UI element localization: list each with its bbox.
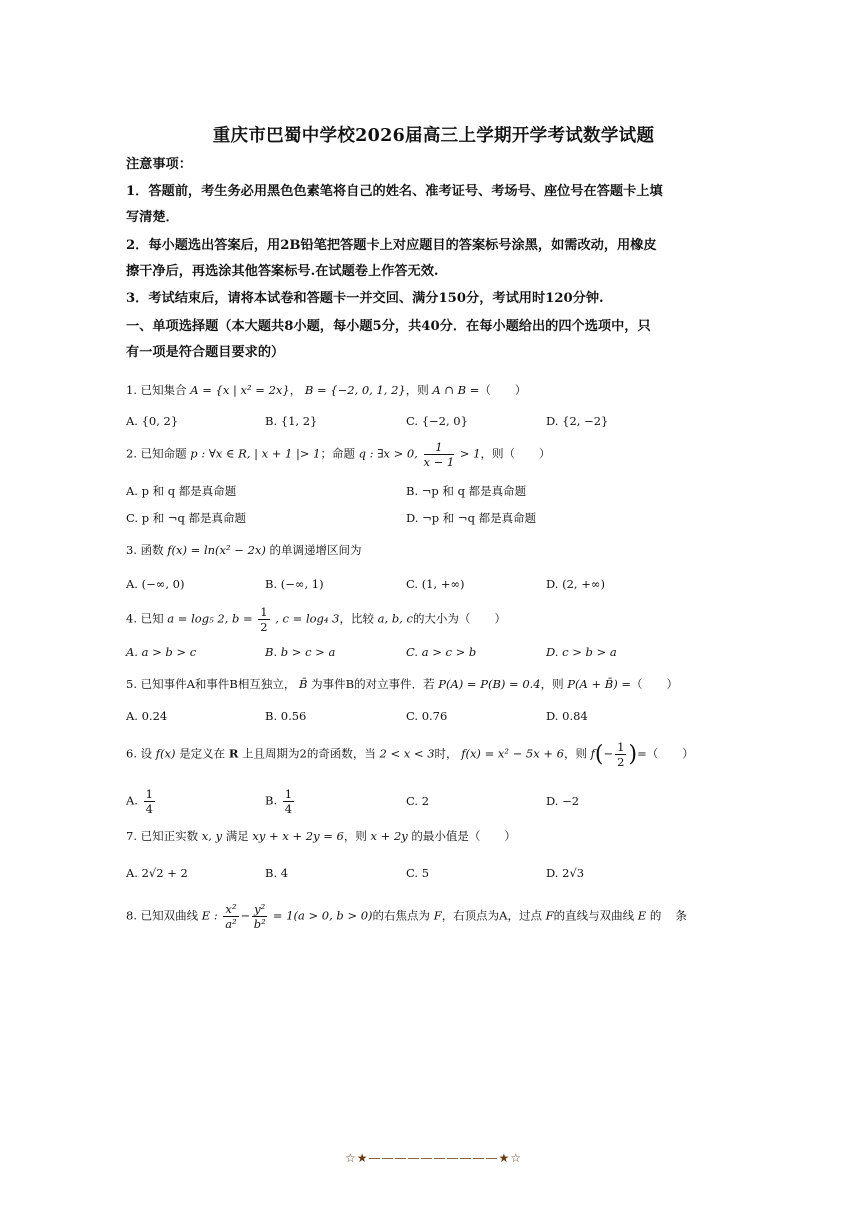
notice-item: 2．每小题选出答案后，用2B铅笔把答题卡上对应题目的答案标号涂黑，如需改动，用橡皮 [126, 238, 657, 253]
notice-item: 写清楚． [126, 210, 179, 225]
question-4: 4. 已知 a = log₅ 2, b = $\frac{1}{2}$ , c = log₄ 3，比较 a, b, c的大小为（ ） [126, 605, 506, 634]
option-a[interactable]: A. $\frac{1}{4}$ [126, 787, 153, 816]
question-1: 1. 已知集合 A = {x | x² = 2x}， B = {−2, 0, 1, 2}，则 A ∩ B =（ ） [126, 383, 527, 397]
question-6: 6. 设 f(x) 是定义在 R 上且周期为2的奇函数，当 2 < x < 3时， f(x) = x² − 5x + 6，则 f(− $\frac{1}{2}$ )=（ ） [126, 740, 694, 769]
section-heading-cont: 有一项是符合题目要求的） [126, 345, 285, 360]
option-d[interactable]: D. (2, +∞) [546, 577, 605, 591]
option-d[interactable]: D. −2 [546, 794, 580, 808]
question-2: 2. 已知命题 p : ∀x ∈ R, | x + 1 |> 1；命题 q : ∃x > 0, $\frac{1}{x - 1}$ > 1，则（ ） [126, 440, 551, 469]
option-a[interactable]: A. {0, 2} [126, 414, 179, 428]
option-a[interactable]: A. (−∞, 0) [126, 577, 185, 591]
option-a[interactable]: A. a > b > c [126, 645, 197, 659]
option-d[interactable]: D. 2√3 [546, 866, 585, 880]
option-d[interactable]: D. 0.84 [546, 709, 588, 723]
page-footer-ornament: ☆★——————————★☆ [344, 1151, 523, 1165]
option-b[interactable]: B. (−∞, 1) [265, 577, 324, 591]
option-c[interactable]: C. a > c > b [406, 645, 477, 659]
option-b[interactable]: B. ¬p 和 q 都是真命题 [406, 484, 527, 498]
option-b[interactable]: B. b > c > a [265, 645, 336, 659]
option-a[interactable]: A. 2√2 + 2 [126, 866, 188, 880]
option-d[interactable]: D. {2, −2} [546, 414, 609, 428]
page-title: 重庆市巴蜀中学校2026届高三上学期开学考试数学试题 [212, 126, 655, 146]
option-b[interactable]: B. 0.56 [265, 709, 307, 723]
notice-item: 3．考试结束后，请将本试卷和答题卡一并交回、满分150分，考试用时120分钟. [126, 291, 604, 306]
notice-heading: 注意事项： [126, 157, 192, 172]
option-a[interactable]: A. p 和 q 都是真命题 [126, 484, 237, 498]
notice-item: 擦干净后，再选涂其他答案标号.在试题卷上作答无效. [126, 264, 439, 279]
section-heading: 一、单项选择题（本大题共8小题，每小题5分，共40分．在每小题给出的四个选项中，只 [126, 319, 651, 334]
option-b[interactable]: B. $\frac{1}{4}$ [265, 787, 293, 816]
option-d[interactable]: D. ¬p 和 ¬q 都是真命题 [406, 511, 537, 525]
option-c[interactable]: C. p 和 ¬q 都是真命题 [126, 511, 247, 525]
notice-item: 1．答题前，考生务必用黑色色素笔将自己的姓名、准考证号、考场号、座位号在答题卡上填 [126, 184, 663, 199]
option-c[interactable]: C. {−2, 0} [406, 414, 468, 428]
option-b[interactable]: B. 4 [265, 866, 289, 880]
option-d[interactable]: D. c > b > a [546, 645, 617, 659]
option-a[interactable]: A. 0.24 [126, 709, 168, 723]
option-b[interactable]: B. {1, 2} [265, 414, 318, 428]
option-c[interactable]: C. 0.76 [406, 709, 448, 723]
option-c[interactable]: C. 2 [406, 794, 430, 808]
question-8: 8. 已知双曲线 E : $\frac{\text{x²}}{\text{a²}}$ − $\frac{\text{y²}}{\text{b²}}$ = 1(a > 0, b > 0)的右焦点为 F，右顶点为A，过点 F的直线与双曲线 E 的 条 [126, 902, 687, 931]
question-7: 7. 已知正实数 x, y 满足 xy + x + 2y = 6，则 x + 2y 的最小值是（ ） [126, 829, 516, 843]
option-c[interactable]: C. (1, +∞) [406, 577, 465, 591]
option-c[interactable]: C. 5 [406, 866, 430, 880]
question-5: 5. 已知事件A和事件B相互独立， B̄ 为事件B的对立事件．若 P(A) = P(B) = 0.4，则 P(A + B̄) =（ ） [126, 677, 679, 691]
question-3: 3. 函数 f(x) = ln(x² − 2x) 的单调递增区间为 [126, 543, 362, 557]
